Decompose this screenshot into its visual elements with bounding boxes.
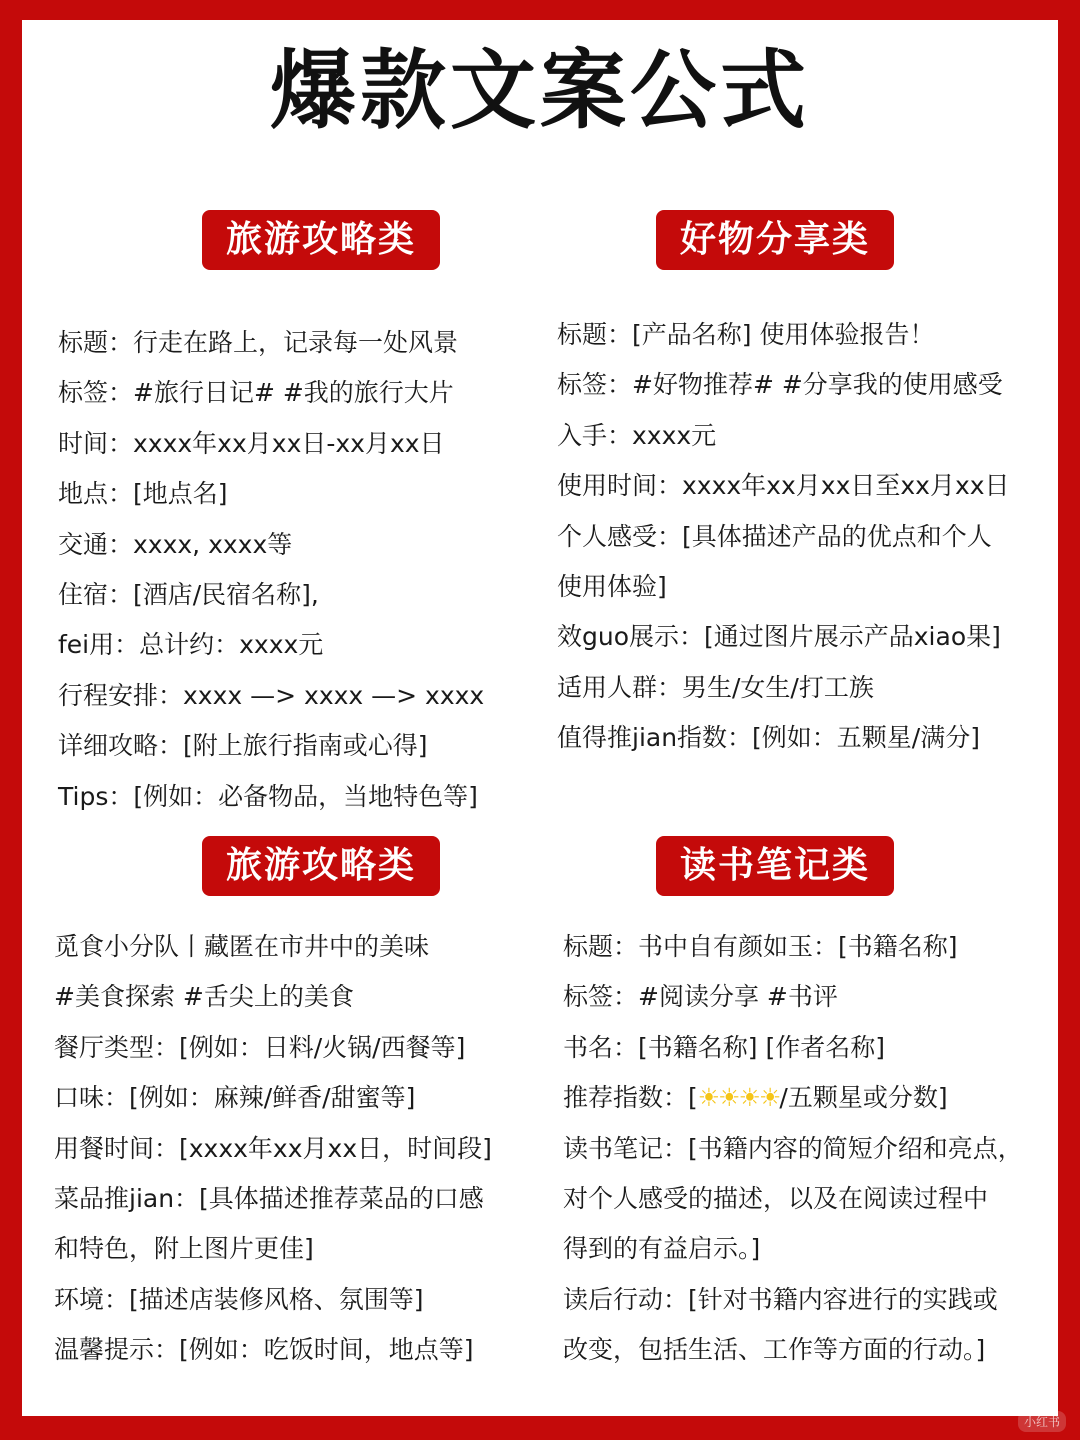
food-line-title: 觅食小分队丨藏匿在市井中的美味 bbox=[54, 932, 430, 961]
product-line-effect: 效guo展示：[通过图片展示产品xiao果] bbox=[557, 622, 1001, 652]
food-line-dishes-cont: 和特色，附上图片更佳] bbox=[54, 1234, 314, 1264]
food-line-taste: 口味：[例如：麻辣/鲜香/甜蜜等] bbox=[54, 1083, 416, 1113]
reading-line-action: 读后行动：[针对书籍内容进行的实践或 bbox=[563, 1284, 998, 1314]
food-line-environment: 环境：[描述店装修风格、氛围等] bbox=[54, 1284, 424, 1314]
travel-line-location: 地点：[地点名] bbox=[58, 479, 228, 509]
travel-line-cost: fei用：总计约：xxxx元 bbox=[58, 630, 324, 660]
reading-line-action-cont: 改变，包括生活、工作等方面的行动。] bbox=[563, 1335, 986, 1365]
page-title: 爆款文案公式 bbox=[270, 41, 810, 141]
product-line-price: 入手：xxxx元 bbox=[557, 420, 717, 450]
travel-line-lodging: 住宿：[酒店/民宿名称], bbox=[58, 579, 319, 609]
reading-rating-label: 推荐指数：[ bbox=[563, 1083, 698, 1113]
badge-reading-notes: 读书笔记类 bbox=[656, 836, 894, 896]
sun-icon: ☀☀☀☀ bbox=[697, 1083, 780, 1113]
watermark: 小红书 bbox=[1018, 1411, 1066, 1432]
reading-line-rating bbox=[563, 1073, 1023, 1123]
reading-line-book: 书名：[书籍名称] [作者名称] bbox=[563, 1032, 885, 1062]
badge-travel-guide: 旅游攻略类 bbox=[202, 210, 440, 270]
badge-product-share: 好物分享类 bbox=[656, 210, 894, 270]
product-line-tags: 标签：#好物推荐# #分享我的使用感受 bbox=[557, 370, 1003, 400]
badge-food-guide: 旅游攻略类 bbox=[202, 836, 440, 896]
product-line-usage-time: 使用时间：xxxx年xx月xx日至xx月xx日 bbox=[557, 471, 1010, 501]
travel-line-transport: 交通：xxxx, xxxx等 bbox=[58, 529, 293, 559]
product-line-feeling-cont: 使用体验] bbox=[557, 571, 667, 601]
product-line-audience: 适用人群：男生/女生/打工族 bbox=[557, 672, 874, 702]
travel-line-guide: 详细攻略：[附上旅行指南或心得] bbox=[58, 731, 428, 761]
product-line-feeling: 个人感受：[具体描述产品的优点和个人 bbox=[557, 521, 992, 551]
section-food-guide bbox=[54, 922, 492, 1376]
reading-line-tags: 标签：#阅读分享 #书评 bbox=[563, 982, 838, 1012]
reading-rating-suffix: /五颗星或分数] bbox=[779, 1083, 948, 1113]
reading-line-notes: 读书笔记：[书籍内容的简短介绍和亮点， bbox=[563, 1133, 1023, 1163]
food-line-tips: 温馨提示：[例如：吃饭时间，地点等] bbox=[54, 1335, 474, 1365]
food-line-time: 用餐时间：[xxxx年xx月xx日，时间段] bbox=[54, 1133, 492, 1163]
product-line-rating: 值得推jian指数：[例如：五颗星/满分] bbox=[557, 723, 980, 753]
food-line-tags: #美食探索 #舌尖上的美食 bbox=[54, 982, 354, 1012]
reading-line-notes-cont1: 对个人感受的描述，以及在阅读过程中 bbox=[563, 1183, 989, 1213]
travel-line-tags: 标签：#旅行日记# #我的旅行大片 bbox=[58, 378, 454, 408]
food-line-type: 餐厅类型：[例如：日料/火锅/西餐等] bbox=[54, 1032, 466, 1062]
reading-line-notes-cont2: 得到的有益启示。] bbox=[563, 1234, 761, 1264]
product-line-title: 标题：[产品名称] 使用体验报告！ bbox=[557, 320, 935, 349]
travel-line-itinerary: 行程安排：xxxx —> xxxx —> xxxx bbox=[58, 680, 485, 710]
travel-line-time: 时间：xxxx年xx月xx日-xx月xx日 bbox=[58, 428, 445, 458]
section-product-share bbox=[557, 310, 1010, 764]
travel-line-tips: Tips：[例如：必备物品，当地特色等] bbox=[58, 781, 478, 811]
travel-line-title: 标题：行走在路上，记录每一处风景 bbox=[58, 328, 459, 357]
section-reading-notes bbox=[563, 922, 1023, 1376]
section-travel-guide bbox=[58, 318, 484, 822]
reading-line-title: 标题：书中自有颜如玉：[书籍名称] bbox=[563, 932, 958, 961]
food-line-dishes: 菜品推jian：[具体描述推荐菜品的口感 bbox=[54, 1183, 484, 1213]
